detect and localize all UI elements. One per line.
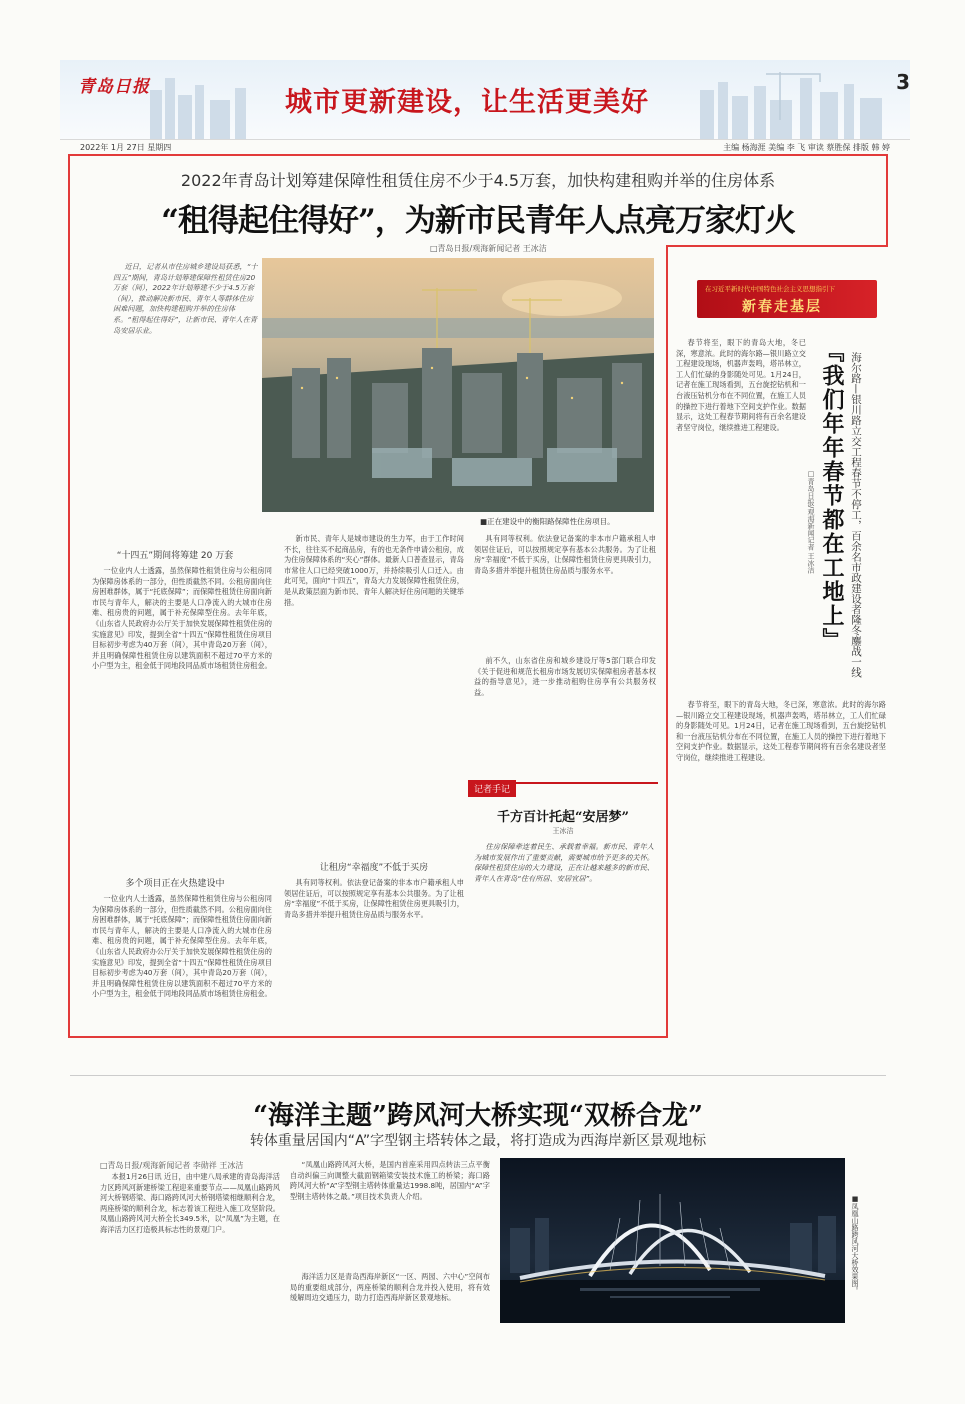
reporter-note-title: 千方百计托起“安居梦” (497, 810, 629, 825)
article-frame-divider (666, 245, 888, 247)
section-title: 城市更新建设，让生活更美好 (285, 87, 649, 118)
bridge-byline: □青岛日报/观海新闻记者 李勋祥 王冰洁 (100, 1161, 244, 1170)
photo-caption: ■正在建设中的衡阳路保障性住房项目。 (480, 517, 615, 526)
article-column-1 (92, 566, 272, 866)
sidebar-vertical-title: 『我们年年春节都在工地上』 (819, 340, 845, 652)
column-2-text: 新市民、青年人是城市建设的生力军，由于工作时间不长，往往买不起商品房，有的也无条件申请公租房，成为住房保障体系的“夹心”群体。最新人口普查显示，青岛市常住人口已经突破1000万，并持续吸引人口迁入。由此可见，面向“十四五”，青岛大力发展保障性租赁住房，是从政策层面为新市民、青年人解决好住房问题的关键举措。 (284, 534, 464, 607)
section-heading-1: “十四五”期间将筹建 20 万套 (116, 551, 234, 561)
article-column-1b (92, 894, 272, 1034)
article-column-2b (284, 878, 464, 1033)
new-spring-banner (697, 280, 877, 318)
column-2b-text: 具有同等权利。依法登记备案的非本市户籍承租人申领居住证后，可以按照规定享有基本公共服务。为了让租房“幸福度”不低于买房，让保障性租赁住房更具吸引力，青岛多措并举提升租赁住房品质与服务水平。 (284, 878, 464, 919)
sidebar-vertical-subtitle: 海尔路—银川路立交工程春节不停工，百余名市政建设者隆冬鏖战一线 (850, 352, 862, 678)
bridge-column-3-text: 海洋活力区是青岛西海岸新区“一区、两园、六中心”空间布局的重要组成部分，两座桥梁的顺利合龙并投入使用，将有效缓解周边交通压力，助力打造西海岸新区景观地标。 (290, 1272, 490, 1303)
lead-paragraph (113, 262, 258, 512)
bridge-column-1-text: 本报1月26日讯 近日，由中建八局承建的青岛海洋活力区跨风河新建桥梁工程迎来重要节点——凤凰山路跨风河大桥钢塔梁、海口路跨风河大桥钢塔梁相继顺利合龙，两座桥梁的顺利合龙，标志着该工程进入施工攻坚阶段。凤凰山路跨风河大桥全长349.5米，以“凤凰”为主题，在海洋活力区打造极具标志性的景观门户。 (100, 1172, 280, 1234)
lead-text: 近日，记者从市住房城乡建设局获悉，“十四五”期间，青岛计划筹建保障性租赁住房20万套（间），2022年计划筹建不少于4.5万套（间），推动解决新市民、青年人等群体住房困难问题，加快构建租购并举的住房体系。“租得起住得好”，让新市民、青年人在青岛安居乐业。 (113, 262, 258, 335)
sidebar-column-2 (676, 700, 886, 1065)
reporter-note-author: 王冰洁 (552, 827, 574, 835)
section-heading-3: 让租房“幸福度”不低于买房 (319, 863, 429, 873)
bridge-column-3 (290, 1272, 490, 1337)
banner-title: 新春走基层 (742, 299, 822, 315)
column-1-text: 一位业内人士透露，虽然保障性租赁住房与公租房同为保障房体系的一部分，但性质截然不同。公租房面向住房困难群体，属于“托底保障”；而保障性租赁住房面向新市民与青年人，解决的主要是人口净流入的大城市住房难、租房贵的问题，属于补充保障型住房。去年年底，《山东省人民政府办公厅关于加快发展保障性租赁住房的实施意见》印发，提到全省“十四五”保障性租赁住房项目目标初步考虑为40万套（间），其中青岛20万套（间），并且明确保障性租赁住房以建筑面积不超过70平方米的小户型为主，租金低于同地段同品质市场租赁住房租金。 (92, 566, 272, 671)
staff-credits: 主编 杨海涯 美编 李 飞 审读 蔡胜保 排版 韩 婷 (723, 143, 890, 152)
info-bar (70, 140, 900, 154)
page-number: 3 (896, 70, 910, 94)
sidebar-vertical-byline: □青岛日报/观海新闻记者 王冰洁 (807, 470, 815, 574)
sidebar-text-2: 春节将至，眼下的青岛大地，冬已深，寒意浓。此时的海尔路—银川路立交工程建设现场，机器声轰鸣，塔吊林立，工人们忙碌的身影随处可见。1月24日，记者在施工现场看到，五台旋挖钻机和一台液压钻机分布在不同位置，在施工人员的操控下进行着地下空间支护作业。数据显示，这处工程春节期间将有百余名建设者坚守岗位，继续推进工程建设。 (676, 700, 886, 762)
bridge-headline: “海洋主题”跨风河大桥实现“双桥合龙” (253, 1101, 703, 1131)
main-subhead: 2022年青岛计划筹建保障性租赁住房不少于4.5万套，加快构建租购并举的住房体系 (180, 171, 776, 190)
bridge-column-2-text: “凤凰山路跨风河大桥，是国内首座采用四点转法三点平衡自动纠偏三向调整大截面钢箱梁安装技术施工的桥梁；海口路跨风河大桥“A”字型钢主塔转体重量达1998.8吨，居国内“A”字型钢主塔转体之最。”项目技术负责人介绍。 (290, 1160, 490, 1201)
sidebar-column-1 (676, 338, 806, 698)
article-column-2 (284, 534, 464, 854)
main-headline: “租得起住得好”，为新市民青年人点亮万家灯火 (161, 203, 795, 239)
reporter-note-body (474, 842, 654, 1028)
issue-date: 2022年 1月 27日 星期四 (80, 143, 172, 152)
article-column-3 (474, 534, 656, 654)
construction-photo (262, 258, 654, 512)
bridge-rendering-photo (500, 1158, 845, 1323)
column-3-text: 具有同等权利。依法登记备案的非本市户籍承租人申领居住证后，可以按照规定享有基本公共服务。为了让租房“幸福度”不低于买房，让保障性租赁住房更具吸引力，青岛多措并举提升租赁住房品质与服务水平。 (474, 534, 656, 575)
reporter-note-text: 住房保障牵连着民生、承载着幸福。新市民、青年人为城市发展作出了重要贡献，需要城市给予更多的关怀。保障性租赁住房的大力建设，正在让越来越多的新市民、青年人在青岛“住有所居、安居宜居”。 (474, 842, 654, 883)
section-divider (70, 1075, 886, 1076)
bridge-column-2 (290, 1160, 490, 1270)
banner-tagline: 在习近平新时代中国特色社会主义思想指引下 (705, 285, 835, 293)
bridge-column-1 (100, 1172, 280, 1337)
column-1b-text: 一位业内人士透露，虽然保障性租赁住房与公租房同为保障房体系的一部分，但性质截然不同。公租房面向住房困难群体，属于“托底保障”；而保障性租赁住房面向新市民与青年人，解决的主要是人口净流入的大城市住房难、租房贵的问题，属于补充保障型住房。去年年底，《山东省人民政府办公厅关于加快发展保障性租赁住房的实施意见》印发，提到全省“十四五”保障性租赁住房项目目标初步考虑为40万套（间），其中青岛20万套（间），并且明确保障性租赁住房以建筑面积不超过70平方米的小户型为主，租金低于同地段同品质市场租赁住房租金。 (92, 894, 272, 999)
section-heading-2: 多个项目正在火热建设中 (125, 879, 225, 889)
reporter-note-tag: 记者手记 (468, 780, 516, 797)
bridge-subhead: 转体重量居国内“A”字型钢主塔转体之最，将打造成为西海岸新区景观地标 (249, 1133, 707, 1149)
bridge-rendering-illustration (500, 1158, 845, 1323)
article-column-3b (474, 656, 656, 774)
sidebar-text-1: 春节将至，眼下的青岛大地，冬已深，寒意浓。此时的海尔路—银川路立交工程建设现场，机器声轰鸣，塔吊林立，工人们忙碌的身影随处可见。1月24日，记者在施工现场看到，五台旋挖钻机和一台液压钻机分布在不同位置，在施工人员的操控下进行着地下空间支护作业。数据显示，这处工程春节期间将有百余名建设者坚守岗位，继续推进工程建设。 (676, 338, 806, 432)
bridge-photo-caption: ■凤凰山路跨风河大桥效果图。 (851, 1195, 859, 1294)
column-3b-text: 前不久，山东省住房和城乡建设厅等5部门联合印发《关于促进和规范长租房市场发展切实保障租房者基本权益的指导意见》，进一步推动租购住房享有公共服务权益。 (474, 656, 656, 697)
newspaper-logo: 青岛日报 (78, 77, 150, 97)
main-byline: □青岛日报/观海新闻记者 王冰洁 (430, 244, 547, 253)
construction-photo-illustration (262, 258, 654, 512)
